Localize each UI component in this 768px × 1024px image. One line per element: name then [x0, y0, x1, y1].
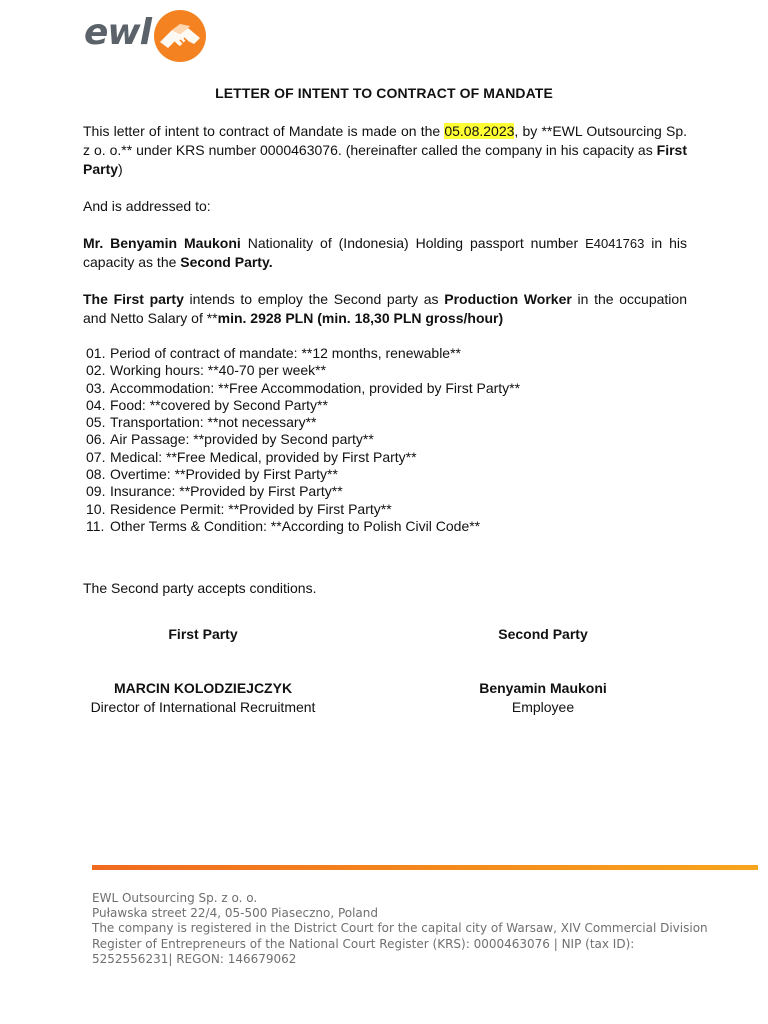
intro-paragraph [83, 122, 687, 179]
employment-text: intends to employ the Second party as [183, 291, 445, 307]
term-item [86, 466, 520, 483]
company-footer [92, 891, 708, 967]
term-item [86, 345, 520, 362]
second-party-heading: Second Party [498, 626, 588, 642]
acceptance-statement: The Second party accepts conditions. [83, 580, 317, 596]
term-item [86, 518, 520, 535]
term-item [86, 483, 520, 500]
term-item [86, 431, 520, 448]
term-item [86, 449, 520, 466]
term-text: Residence Permit: **Provided by First Party** [110, 500, 392, 517]
term-number: 01. [86, 345, 106, 361]
footer-divider-bar [92, 865, 758, 870]
term-item [86, 397, 520, 414]
second-party-signatory-name: Benyamin Maukoni [479, 680, 607, 696]
term-number: 10. [86, 500, 106, 517]
document-title: LETTER OF INTENT TO CONTRACT OF MANDATE [215, 85, 553, 101]
first-party-heading: First Party [168, 626, 238, 642]
second-party-signatory-role: Employee [511, 699, 575, 715]
company-logo [84, 8, 214, 64]
term-text: Period of contract of mandate: **12 months, renewable** [110, 345, 461, 361]
highlighted-date: 05.08.2023 [444, 123, 515, 139]
term-text: Other Terms & Condition: **According to Polish Civil Code** [110, 517, 481, 534]
term-text: Working hours: **40-70 per week** [110, 362, 327, 379]
term-item [86, 362, 520, 379]
term-text: Overtime: **Provided by First Party** [110, 466, 338, 483]
term-item [86, 414, 520, 431]
term-number: 05. [86, 414, 106, 431]
term-number: 07. [86, 448, 106, 465]
salary-intro: in the occupation and Netto Salary of ** [83, 291, 687, 326]
term-text: Insurance: **Provided by First Party** [110, 483, 343, 500]
addressed-to: And is addressed to: [83, 198, 211, 214]
footer-line: Puławska street 22/4, 05-500 Piaseczno, Poland [92, 906, 379, 921]
second-party-role: Second Party. [180, 254, 273, 270]
salary-value: min. 2928 PLN (min. 18,30 PLN gross/hour) [217, 310, 504, 326]
footer-line: EWL Outsourcing Sp. z o. o. [92, 891, 258, 905]
term-text: Air Passage: **provided by Second party** [110, 431, 374, 448]
term-number: 08. [86, 466, 106, 483]
intro-text: This letter of intent to contract of Mandate is made on the [83, 123, 445, 139]
term-text: Medical: **Free Medical, provided by First Party** [110, 448, 417, 465]
term-number: 06. [86, 431, 106, 448]
employment-paragraph [83, 290, 687, 328]
handshake-icon [150, 8, 210, 64]
term-text: Transportation: **not necessary** [110, 414, 317, 431]
first-party-role: First Party [83, 142, 687, 177]
term-number: 09. [86, 483, 106, 500]
term-number: 03. [86, 379, 106, 396]
term-number: 02. [86, 362, 106, 379]
terms-list [86, 345, 520, 535]
nationality-text: Nationality of (Indonesia) Holding passport number [240, 235, 586, 251]
term-number: 04. [86, 396, 106, 413]
term-text: Accommodation: **Free Accommodation, provided by First Party** [110, 379, 521, 396]
first-party-signatory-role: Director of International Recruitment [90, 699, 316, 715]
passport-number: E4041763 [585, 236, 645, 251]
footer-line: The company is registered in the District Court for the capital city of Warsaw, XIV Commercial Division [92, 921, 708, 936]
logo-wordmark: ewl [84, 12, 152, 53]
capacity-text: in his capacity as the [83, 235, 688, 270]
footer-line: Register of Entrepreneurs of the National Court Register (KRS): 0000463076 | NIP (tax ID): [92, 936, 635, 951]
term-number: 11. [86, 517, 105, 534]
first-party-lead: The First party [83, 291, 184, 307]
second-party-paragraph [83, 234, 687, 272]
term-item [86, 380, 520, 397]
intro-text: , by **EWL Outsourcing Sp. z o. o.** under KRS number 0000463076. (hereinafter called the company in his capacity as [83, 123, 687, 158]
term-item [86, 501, 520, 518]
footer-line: 5252556231| REGON: 146679062 [92, 951, 297, 966]
employee-name: Mr. Benyamin Maukoni [83, 235, 241, 251]
first-party-signatory-name: MARCIN KOLODZIEJCZYK [113, 680, 293, 696]
term-text: Food: **covered by Second Party** [110, 396, 328, 413]
position-title: Production Worker [444, 291, 572, 307]
intro-text: ) [118, 161, 123, 177]
